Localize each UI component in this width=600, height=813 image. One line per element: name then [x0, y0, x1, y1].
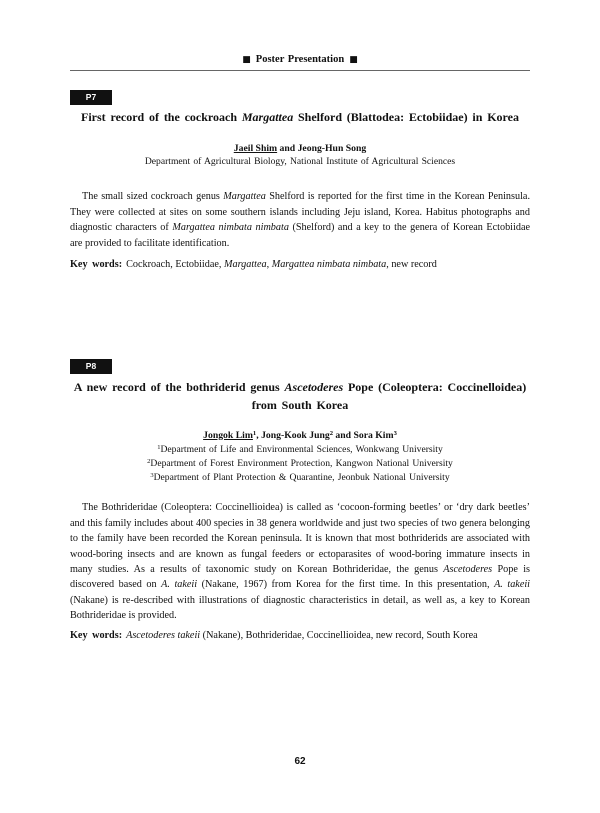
affiliation-name: Department of Life and Environmental Sciences, Wonkwang University — [160, 443, 443, 455]
affiliation-line — [70, 471, 530, 485]
keyword-separator: , — [421, 630, 427, 642]
keyword: Margattea — [223, 259, 267, 271]
affiliation-line — [70, 443, 530, 457]
abstract-line — [70, 608, 530, 623]
author-name: Jong-Kook Jung — [261, 429, 330, 441]
abstract-line — [70, 236, 530, 251]
abstract-title — [70, 108, 530, 126]
page-number: 62 — [294, 756, 306, 767]
affiliation-mark: 1 — [252, 429, 257, 437]
abstract-line — [70, 562, 530, 577]
affiliation — [70, 155, 530, 168]
abstract-text: (Shelford) and a key to the genera of Korean Ectobiidae — [288, 222, 530, 234]
abstract-title — [70, 378, 530, 414]
keyword-separator: , — [218, 259, 224, 271]
presenting-author: Jaeil Shim — [233, 142, 278, 154]
abstract-text: (Nakane) is re-described with illustrations of diagnostic characteristics in detail, as well as, a key to Korean — [70, 594, 530, 606]
keywords-label: Key words: — [70, 630, 123, 642]
keyword-separator: , — [301, 630, 307, 642]
abstract-text: are provided to facilitate identification. — [70, 237, 230, 249]
abstract-text: The small sized cockroach genus — [82, 191, 224, 203]
title-line — [70, 396, 530, 414]
square-bullet-icon: ■ — [349, 55, 358, 65]
affiliation-line — [70, 457, 530, 471]
title-text: Pope (Coleoptera: Coccinelloidea) — [343, 380, 527, 394]
abstract-text: diagnostic characters of — [70, 222, 173, 234]
title-line — [70, 378, 530, 396]
abstract-text: They were collected at sites on some southern islands including Jeju island, Korea. Habitus photographs and — [70, 206, 530, 218]
taxon-name: Ascetoderes — [443, 563, 493, 575]
poster-number-badge: P7 — [70, 90, 112, 105]
keyword-taxon: Ascetoderes takeii — [126, 630, 201, 642]
taxon-name: Margattea — [223, 191, 266, 203]
keyword-separator: , — [240, 630, 246, 642]
author-separator: and — [333, 429, 354, 441]
abstract-text: many studies. As a results of taxonomic study on Korean Bothrideridae, the genus — [70, 563, 444, 575]
abstract-text: (Nakane, 1967) from Korea for the first time. In this presentation, — [197, 579, 495, 591]
taxon-name: Margattea nimbata nimbata — [172, 222, 289, 234]
affiliation-line: Department of Agricultural Biology, National Institute of Agricultural Sciences — [144, 155, 456, 167]
abstract-body — [70, 500, 530, 623]
presenting-author: Jongok Lim — [203, 429, 253, 441]
affiliation-mark: 3 — [393, 429, 397, 437]
title-taxon-name: Ascetoderes — [284, 380, 344, 394]
affiliation-name: Department of Forest Environment Protection, Kangwon National University — [150, 457, 453, 469]
affiliation-name: Department of Plant Protection & Quarantine, Jeonbuk National University — [153, 471, 450, 483]
keyword: Margattea nimbata nimbata — [271, 259, 387, 271]
keyword-authority: (Nakane) — [200, 630, 241, 642]
taxon-name: A. takeii — [161, 579, 198, 591]
keyword: Bothrideridae — [245, 630, 302, 642]
taxon-name: A. takeii — [494, 579, 531, 591]
poster-number-badge: P8 — [70, 359, 112, 374]
author-conjunction: and — [277, 142, 298, 154]
keyword: new record — [375, 630, 422, 642]
square-bullet-icon: ■ — [242, 55, 251, 65]
keywords-label: Key words: — [70, 259, 123, 271]
abstract-line — [70, 500, 530, 515]
keyword-separator: , — [370, 630, 376, 642]
running-header — [70, 53, 530, 67]
abstract-text: Pope is — [492, 563, 530, 575]
author-list — [70, 429, 530, 443]
abstract-text: to the family have been recorded the Korean peninsula. It is known that most bothriderids are associated with — [70, 533, 530, 545]
keyword: South Korea — [426, 630, 478, 642]
keyword: Cockroach — [126, 259, 171, 271]
section-title: Poster Presentation — [255, 54, 345, 65]
abstract-line — [70, 189, 530, 204]
keyword: Ectobiidae — [175, 259, 219, 271]
keywords — [70, 628, 530, 643]
abstract-line — [70, 577, 530, 592]
abstract-line — [70, 220, 530, 235]
keyword-separator: , — [170, 259, 176, 271]
title-text: Shelford (Blattodea: Ectobiidae) in Korea — [293, 110, 519, 124]
keyword: new record — [391, 259, 437, 271]
abstract-text: and this family includes about 400 species in 38 genera worldwide and just two species of two genera belonging — [70, 517, 530, 529]
author-name: Sora Kim — [353, 429, 394, 441]
title-text: A new record of the bothriderid genus — [73, 380, 285, 394]
abstract-line — [70, 516, 530, 531]
keywords — [70, 257, 530, 272]
author-name: Jeong-Hun Song — [297, 142, 367, 154]
abstract-text: The Bothrideridae (Coleoptera: Coccinellioidea) is called as ‘cocoon-forming beetles’ or ‘dry dark beetles’ — [82, 502, 530, 514]
abstract-line — [70, 205, 530, 220]
abstract-line — [70, 547, 530, 562]
keyword: Coccinellioidea — [306, 630, 371, 642]
abstract-text: Shelford is reported for the first time in the Korean Peninsula. — [265, 191, 530, 203]
affiliation-mark: 2 — [147, 457, 151, 465]
affiliation-mark: 3 — [150, 471, 154, 479]
header-rule — [70, 70, 530, 71]
affiliation-mark: 2 — [329, 429, 333, 437]
title-text: First record of the cockroach — [81, 110, 242, 124]
title-taxon-name: Margattea — [241, 110, 294, 124]
title-text: from South Korea — [251, 398, 349, 412]
abstract-line — [70, 531, 530, 546]
abstract-line — [70, 593, 530, 608]
affiliation-list — [70, 443, 530, 485]
keyword-separator: , — [386, 259, 392, 271]
author-separator: , — [256, 429, 262, 441]
abstract-text: Bothrideridae is provided. — [70, 610, 177, 622]
author-list — [70, 142, 530, 155]
abstract-text: wood-boring insects and are known as fungal feeders or ectoparasites of wood-boring immature insects in — [70, 548, 530, 560]
abstract-body — [70, 189, 530, 251]
affiliation-mark: 1 — [157, 443, 161, 451]
keyword-separator: , — [266, 259, 272, 271]
abstract-text: discovered based on — [70, 579, 162, 591]
